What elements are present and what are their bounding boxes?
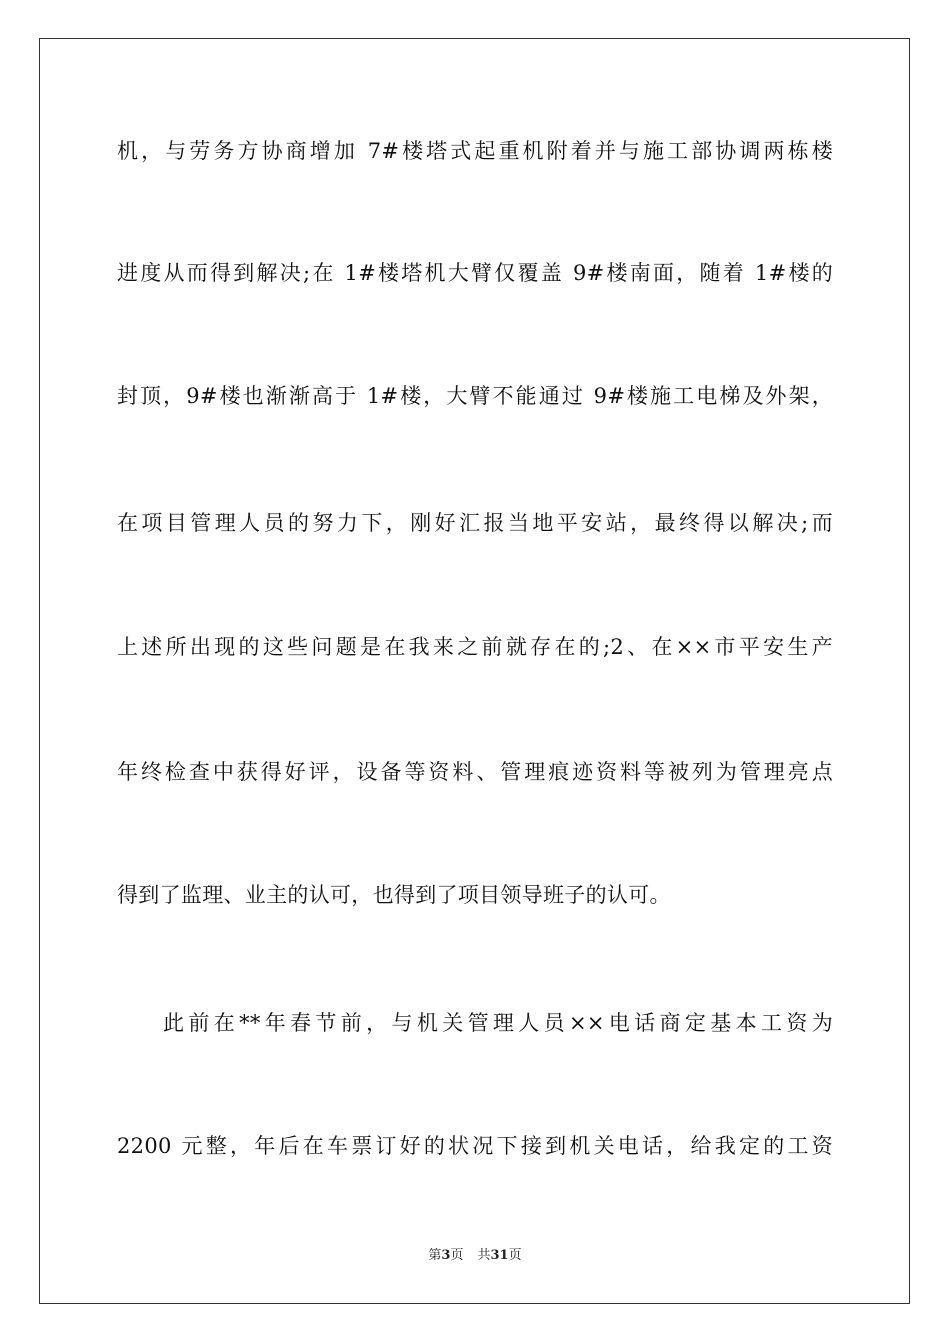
body-line-6: 年终检查中获得好评，设备等资料、管理痕迹资料等被列为管理亮点 — [117, 760, 833, 784]
body-line-8: 此前在**年春节前，与机关管理人员××电话商定基本工资为 — [163, 1011, 833, 1035]
footer-total-prefix: 共 — [477, 1248, 491, 1263]
body-line-9: 2200 元整，年后在车票订好的状况下接到机关电话，给我定的工资 — [117, 1134, 833, 1158]
footer-page-prefix: 第 — [428, 1248, 442, 1263]
page-border — [39, 38, 910, 1304]
body-line-2: 进度从而得到解决;在 1#楼塔机大臂仅覆盖 9#楼南面，随着 1#楼的 — [117, 261, 833, 285]
body-line-7: 得到了监理、业主的认可，也得到了项目领导班子的认可。 — [117, 883, 671, 907]
footer-page-number: 3 — [441, 1248, 451, 1263]
body-line-3: 封顶，9#楼也渐渐高于 1#楼，大臂不能通过 9#楼施工电梯及外架， — [117, 384, 833, 408]
body-line-4: 在项目管理人员的努力下，刚好汇报当地平安站，最终得以解决;而 — [117, 511, 833, 535]
body-line-5: 上述所出现的这些问题是在我来之前就存在的;2、在××市平安生产 — [117, 635, 833, 659]
page-footer — [0, 1247, 950, 1265]
footer-page-suffix: 页 — [450, 1248, 464, 1263]
footer-total-pages: 31 — [490, 1248, 509, 1263]
footer-total-suffix: 页 — [508, 1248, 522, 1263]
body-line-1: 机，与劳务方协商增加 7#楼塔式起重机附着并与施工部协调两栋楼 — [117, 139, 833, 163]
